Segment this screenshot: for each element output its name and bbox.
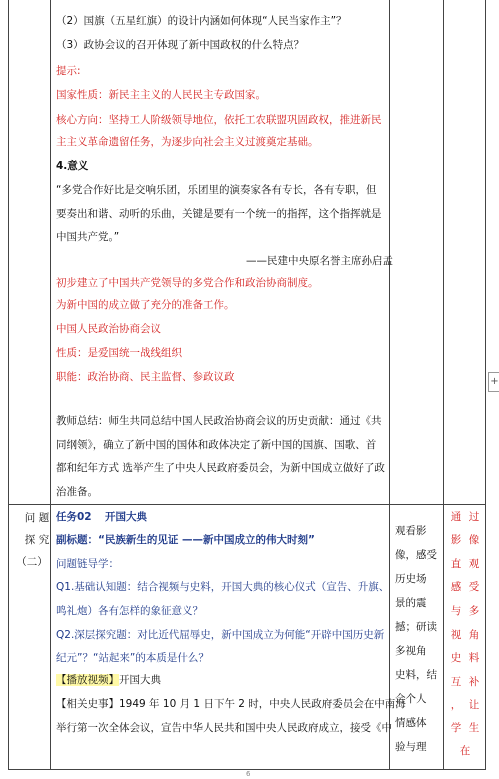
section-label-char-4: 究 [38, 534, 50, 546]
intent-char-4: 像 [468, 534, 480, 546]
expand-tab-plus-icon[interactable]: + [488, 372, 499, 392]
task-title: 开国大典 [104, 511, 147, 523]
hint-state-nature: 国家性质：新民主主义的人民民主专政国家。 [56, 89, 266, 101]
intent-char-6: 观 [468, 558, 480, 570]
question-chain-label: 问题链导学： [56, 558, 119, 570]
history-line-1 [56, 697, 406, 711]
video-label: 【播放视频】 [56, 674, 119, 686]
history-label: 【相关史事】 [56, 698, 119, 710]
section-label-char-1: 问 [24, 512, 36, 524]
intent-char-19: 学 [450, 722, 462, 734]
task-subtitle [56, 533, 315, 547]
intent-char-12: 角 [468, 629, 480, 641]
intent-char-21: 在 [459, 745, 471, 757]
history-line-2: 举行第一次全体会议，宣告中华人民共和国中央人民政府成立，接受《中 [56, 722, 392, 734]
activity-line-2: 像，感受 [395, 549, 437, 561]
intent-char-1: 通 [450, 511, 462, 523]
section-label-char-3: 探 [24, 534, 36, 546]
intent-char-15: 互 [450, 676, 462, 688]
intent-char-18: 让 [468, 699, 480, 711]
intent-char-2: 过 [468, 511, 480, 523]
intent-char-8: 受 [468, 581, 480, 593]
quote-line-3: 中国共产党。” [56, 231, 120, 243]
task-number: 任务02 [56, 511, 92, 523]
task-heading [56, 510, 147, 524]
quote-line-2: 要奏出和谐、动听的乐曲，关键是要有一个统一的指挥，这个指挥就是 [56, 208, 382, 220]
activity-line-3: 历史场 [395, 573, 427, 585]
activity-line-10: 验与理 [395, 741, 427, 753]
video-line [56, 673, 161, 687]
q2-line-1: Q2.深层探究题：对比近代屈辱史，新中国成立为何能“开辟中国历史新 [56, 629, 385, 641]
q1-line-2: 鸣礼炮）各有怎样的象征意义？ [56, 605, 203, 617]
subtitle-label: 副标题： [56, 534, 98, 546]
cppcc-functions: 职能：政治协商、民主监督、参政议政 [56, 371, 235, 383]
section-label-char-2: 题 [38, 512, 50, 524]
intent-char-16: 补 [468, 676, 480, 688]
intent-char-17: ， [450, 699, 462, 711]
quote-line-1: “多党合作好比是交响乐团，乐团里的演奏家各有专长，各有专职，但 [56, 184, 377, 196]
table-row-divider [8, 504, 486, 505]
quote-attribution: ——民建中央原名誉主席孙启孟 [246, 255, 393, 267]
activity-line-6: 多视角 [395, 645, 427, 657]
intent-char-13: 史 [450, 652, 462, 664]
intent-char-7: 感 [450, 581, 462, 593]
cppcc-nature: 性质：是爱国统一战线组织 [56, 347, 182, 359]
table-border-left [8, 0, 9, 770]
significance-line-1: 初步建立了中国共产党领导的多党合作和政治协商制度。 [56, 277, 319, 289]
activity-line-9: 情感体 [395, 717, 427, 729]
q1-line-1: Q1.基础认知题：结合视频与史料，开国大典的核心仪式（宣告、升旗、 [56, 581, 390, 593]
intent-char-3: 影 [450, 534, 462, 546]
q2-line-2: 纪元”？“站起来”的本质是什么？ [56, 652, 209, 664]
summary-line-4: 治准备。 [56, 486, 98, 498]
intent-char-20: 生 [468, 722, 480, 734]
activity-line-5: 撼；研读 [395, 621, 437, 633]
table-col-divider-3 [443, 0, 444, 770]
table-col-divider-2 [389, 0, 390, 770]
hint-core-line-2: 主主义革命遗留任务，为逐步向社会主义过渡奠定基础。 [56, 136, 319, 148]
cppcc-name: 中国人民政治协商会议 [56, 323, 161, 335]
activity-line-8: 合个人 [395, 693, 427, 705]
hint-label: 提示: [56, 65, 81, 77]
summary-line-1: 教师总结：师生共同总结中国人民政治协商会议的历史贡献：通过《共 [56, 415, 382, 427]
intent-char-14: 料 [468, 652, 480, 664]
activity-line-1: 观看影 [395, 525, 427, 537]
section-label-number: （二） [16, 556, 48, 568]
subtitle-text: “民族新生的见证 ——新中国成立的伟大时刻” [98, 534, 315, 546]
hint-core-line-1: 核心方向：坚持工人阶级领导地位，依托工农联盟巩固政权，推进新民 [56, 114, 382, 126]
intent-char-5: 直 [450, 558, 462, 570]
summary-line-3: 都和纪年方式 选举产生了中央人民政府委员会，为新中国成立做好了政 [56, 462, 385, 474]
meaning-heading: 4.意义 [56, 160, 89, 172]
intent-char-10: 多 [468, 605, 480, 617]
activity-line-7: 史料，结 [395, 669, 437, 681]
summary-line-2: 同纲领》，确立了新中国的国体和政体决定了新中国的国旗、国歌、首 [56, 439, 377, 451]
table-col-divider-1 [50, 0, 51, 770]
table-border-right [485, 0, 486, 770]
video-title: 开国大典 [119, 674, 161, 686]
significance-line-2: 为新中国的成立做了充分的准备工作。 [56, 299, 235, 311]
intent-char-11: 视 [450, 629, 462, 641]
intent-char-9: 与 [450, 605, 462, 617]
page-number: 6 [246, 770, 251, 778]
history-text-1: 1949 年 10 月 1 日下午 2 时，中央人民政府委员会在中南海 [119, 698, 406, 710]
question-2: （2）国旗（五星红旗）的设计内涵如何体现“人民当家作主”？ [56, 15, 347, 27]
activity-line-4: 景的震 [395, 597, 427, 609]
question-3: （3）政协会议的召开体现了新中国政权的什么特点？ [56, 39, 305, 51]
